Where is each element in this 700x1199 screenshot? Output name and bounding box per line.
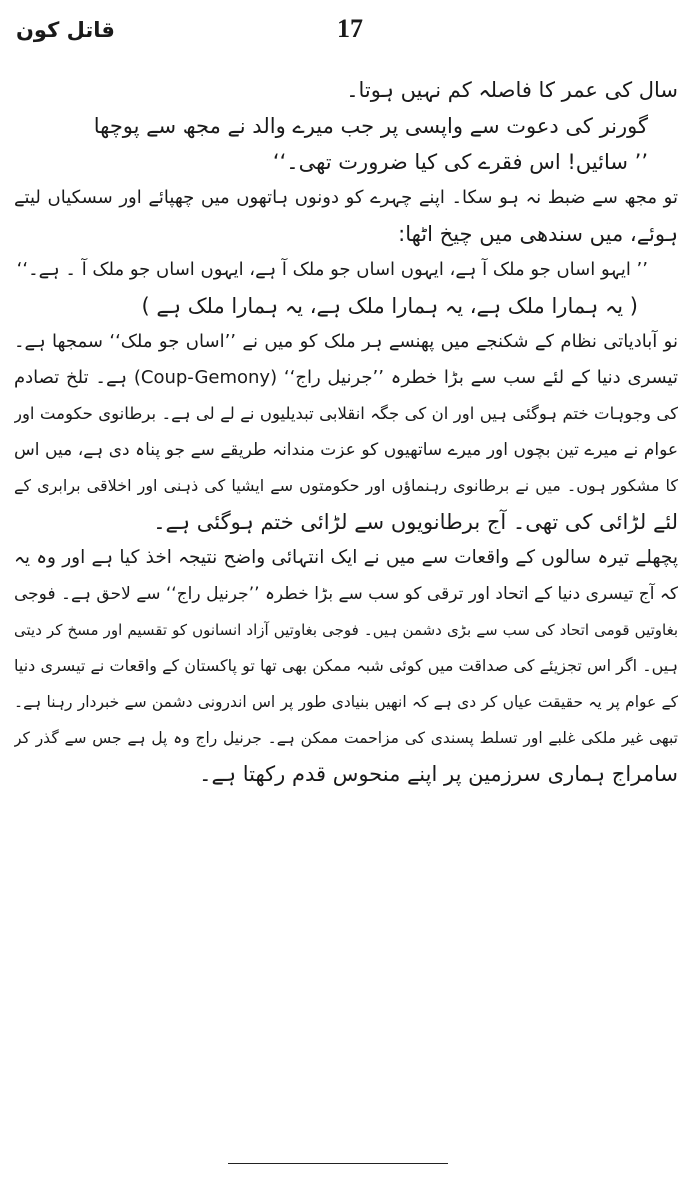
text-line: ( یہ ہمارا ملک ہے، یہ ہمارا ملک ہے، یہ ہمارا ملک ہے )	[141, 294, 638, 318]
text-line: نو آبادیاتی نظام کے شکنجے میں پھنسے ہر ملک کو میں نے ’’اساں جو ملک‘‘ سمجھا ہے۔	[14, 331, 678, 352]
text-line: سال کی عمر کا فاصلہ کم نہیں ہوتا۔	[346, 78, 678, 102]
text-line: لئے لڑائی کی تھی۔ آج برطانویوں سے لڑائی ختم ہوگئی ہے۔	[153, 510, 678, 534]
text-line: ہوئے، میں سندھی میں چیخ اٹھا:	[398, 222, 678, 246]
text-line: ’’ سائیں! اس فقرے کی کیا ضرورت تھی۔‘‘	[272, 150, 648, 174]
text-line: کے عوام پر یہ حقیقت عیاں کر دی ہے کہ انھیں بنیادی طور پر اس اندرونی دشمن سے خبردار رہنا ہے۔	[14, 693, 678, 711]
text-line: عوام نے میرے تین بچوں اور میرے ساتھیوں کو عزت مندانہ طریقے سے جو پناہ دی ہے، میں اس	[14, 440, 678, 460]
footer-rule	[228, 1163, 448, 1164]
text-line: کہ آج تیسری دنیا کے اتحاد اور ترقی کو سب سے بڑا خطرہ ’’جرنیل راج‘‘ سے لاحق ہے۔ فوجی	[14, 584, 678, 604]
page-number: 17	[337, 14, 363, 43]
text-line: ہیں۔ اگر اس تجزیئے کی صداقت میں کوئی شبہ ممکن بھی تھا تو پاکستان کے واقعات نے تیسری دنیا	[14, 656, 678, 675]
text-line: بغاوتیں قومی اتحاد کی سب سے بڑی دشمن ہیں۔ فوجی بغاوتیں آزاد انسانوں کو تقسیم اور مسخ کر دیتی	[14, 621, 678, 639]
text-line: سامراج ہماری سرزمین پر اپنے منحوس قدم رکھتا ہے۔	[199, 762, 678, 786]
text-line: گورنر کی دعوت سے واپسی پر جب میرے والد نے مجھ سے پوچھا	[93, 114, 648, 138]
body-text	[14, 72, 678, 792]
text-line: تو مجھ سے ضبط نہ ہو سکا۔ اپنے چہرے کو دونوں ہاتھوں میں چھپائے اور سسکیاں لیتے	[14, 187, 678, 208]
text-line: ’’ ایہو اساں جو ملک آ ہے، ایہوں اساں جو ملک آ ہے، ایہوں اساں جو ملک آ ۔ ہے۔‘‘	[16, 259, 648, 280]
text-line: تیسری دنیا کے لئے سب سے بڑا خطرہ ’’جرنیل راج‘‘ (Coup-Gemony) ہے۔ تلخ تصادم	[14, 367, 678, 388]
text-line: کی وجوہات ختم ہوگئی ہیں اور ان کی جگہ انقلابی تبدیلیوں نے لے لی ہے۔ برطانوی حکومت اور	[14, 404, 678, 423]
text-line: کا مشکور ہوں۔ میں نے برطانوی رہنماؤں اور حکومتوں سے ایشیا کی ذہنی اور اخلاقی برابری کے	[14, 476, 678, 495]
text-line: تبھی غیر ملکی غلبے اور تسلط پسندی کی مزاحمت ممکن ہے۔ جرنیل راج وہ پل ہے جس سے گذر کر	[14, 729, 678, 747]
text-line: پچھلے تیرہ سالوں کے واقعات سے میں نے ایک انتہائی واضح نتیجہ اخذ کیا ہے اور وہ یہ	[14, 547, 678, 568]
running-title: قاتل کون	[16, 18, 115, 42]
